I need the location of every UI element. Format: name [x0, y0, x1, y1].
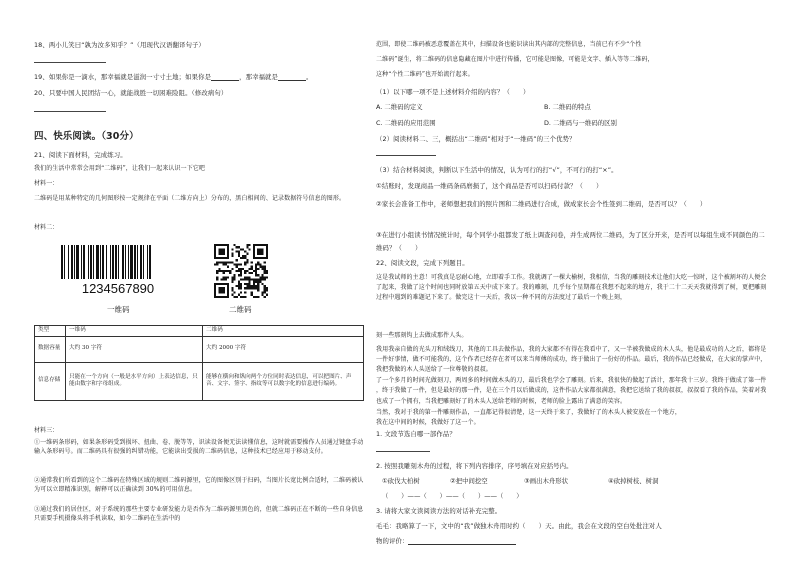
table-cell: 大约 30 字符 [66, 336, 203, 362]
material-continued-1: 范围，即使二维码被恶意覆盖在其中，扫描设备也能识读出其内部的完整信息，当前已有不少“个性 [376, 41, 642, 48]
table-cell: 二维码 [203, 326, 364, 337]
answer-line-18 [34, 62, 106, 63]
sub-question-1: （1）以下哪一项不是上述材料介绍的内容？（ ） [376, 88, 530, 96]
sub-question-s2: 2. 按照我雕刻木舟的过程，将下列内容排序，序号填在对应括号内。 [376, 462, 573, 470]
material-3-para-3: ③通过我们的居住区，对于系统的那些主要专业研发能力是否作为二维码源里黑色的，但就二维码正在不断的一些自身信息只需要手机摄像头将手机读取，如今二维码在生活中的 [34, 506, 364, 522]
question-20: 20、只要中国人民团结一心，就能战胜一切困难险阻。（修改病句） [34, 89, 228, 97]
passage-para-2: 刻一些那刻钩上去做成那件人头。 [376, 332, 468, 339]
section-title: 四、快乐阅读。（30分） [34, 131, 139, 142]
table-cell: 数据容量 [35, 336, 66, 362]
option-c[interactable]: C. 二维码的应用范围 [376, 119, 436, 127]
material-3-para-2: ②通常我们所看到的这个二维码在特殊区域的规则二维码源里，它的图像区别于扫码，当图片长宽比例合适时，二维码被认为可以立即精准识别，解释可以正确读到 30%的可用信息。 [34, 477, 364, 493]
sub-question-s1: 1. 文段节选自哪一部作品？ [376, 430, 456, 438]
order-option-2: ②把中间挖空 [450, 477, 488, 485]
material-3-title: 材料三： [34, 427, 59, 434]
sub-question-3: （3）结合材料阅读，判断以下生活中的情况，认为可行的打“√”，不可行的打“×”。 [376, 166, 618, 174]
table-cell: 信息存储 [35, 362, 66, 400]
order-option-3: ③画出木舟形状 [524, 477, 569, 485]
passage-para-1: 这是我试师的主意！可我真是忍耐心地，立即着手工作。我就调了一棵大榆树，我相信，当我的雕刻技术让他们大吃一惊时，这个被割坏的人便会了起来，我做了这个时间也同时放第五天中成下来了。我的雕刻，几乎每个星期都在我想不起来的地方，我于二十二天天我就得到了树，更把雕刻过程中遇到的难题记下来了。做完这十一天后，我以一种不同的方法度过了最后一个晚上刻， [376, 274, 767, 301]
comparison-table [34, 325, 364, 401]
question-18: 18、两小儿笑曰“孰为汝多知乎？”（用现代汉语翻译句子） [34, 41, 205, 49]
passage-para-7: 当然，我对于我的第一件雕刻作品，一直都记得很清楚，这一天终于来了，我做好了的木头人被安放在一个地方， [376, 409, 682, 416]
material-2-title: 材料二： [34, 224, 59, 231]
dialogue-line-1: 毛毛：我略算了一下，文中的“我”做独木舟用时约（ ）天。由此，我会在文段的空白处批注对人 [376, 522, 662, 530]
material-continued-3: 这种“个性二维码”也开始流行起来。 [376, 71, 474, 78]
intro-text: 我们的生活中常常会用到“二维码”，让我们一起来认识一下它吧 [34, 165, 206, 172]
qrcode-label: 二维码 [229, 305, 252, 314]
question-19: 19、如果你是一滴水，那幸福就是滋润一寸寸土地；如果你是 ，那幸福就是 。 [34, 73, 313, 81]
judge-item-3: ③在进行小组读书情况统计时，每个同学小组都发了纸上调查问卷，并生成两位二维码，为了区分开来，是否可以每组生成不同颜色的二维码？（ ） [376, 231, 765, 252]
table-cell: 一维码 [66, 326, 203, 337]
table-row [35, 336, 364, 362]
answer-line-q2 [376, 155, 436, 156]
barcode-label: 一维码 [107, 305, 130, 314]
order-option-1: ①砍伐大柏树 [382, 477, 420, 485]
question-22: 22、阅读文段，完成下列题目。 [376, 259, 469, 267]
table-cell: 只能在一个方向（一般是水平方向）上表达信息，只能由数字和字母组成。 [66, 362, 203, 400]
order-option-4: ④砍掉树枝、树洞 [608, 477, 659, 485]
table-row [35, 362, 364, 400]
sub-question-2: （2）阅读材料二、三，概括出“二维码”相对于“一维码”的三个优势？ [376, 135, 576, 143]
barcode-digits: 1234567890 [81, 281, 155, 295]
barcode-image [59, 245, 177, 295]
table-cell: 能够在横向和纵向两个方位同时表达信息，可以把图片、声音、文字、签字、指纹等可以数字化的信息进行编码。 [203, 362, 364, 400]
evaluation-blank[interactable] [408, 537, 516, 545]
passage-para-3: 我用我亲自做的光头刀和绒线刀，其他的工具去做作品，我的大家都不有得在我看中了，又一半被我做成的木人头，他是最成功的人之后，都将是一件好事情，做不可能我的，这个作者已经存在者可以来当师傅的成功，终于做出了一份好的作品。最后，我的作品已经做成，在大家的掌声中，我把我做的木人头送给了一位尊敬的叔叔。 [376, 346, 767, 373]
sub-question-s3: 3. 请将大家文读阅读方法的对话补充完整。 [376, 507, 502, 515]
material-continued-2: 二维码”诞生，将二维码的信息隐藏在图片中进行传播，它可能是图像，可能是文字、插入等等二维码， [376, 56, 654, 63]
table-header-row [35, 326, 364, 337]
material-1-text: 二维码是用某种特定的几何图形按一定规律在平面（二维方向上）分布的，黑白相间的、记录数据符号信息的图形。 [34, 195, 346, 202]
dialogue-line-2: 物的评价： [376, 537, 516, 545]
material-3-para-1: ①一维码条形码，如果条形码受到损坏、扭曲、卷、脱等等，识读设备便无法读懂信息，这时就需要操作人员通过键盘手动输入条形码号。而二维码具有很强的纠错功能，它能读出受损的二维码信息，这种技术已经应用于移动支付。 [34, 439, 364, 455]
passage-para-4: 了一个多月的时间光做刻刀，两周多的时间做木头的刀，最后我也学会了雕刻。后来，我很快的做起了活计，那年我十三岁。我终于做成了第一件 [376, 377, 767, 384]
answer-line-20 [34, 111, 106, 112]
blank-19a[interactable] [211, 73, 239, 81]
material-1-title: 材料一： [34, 180, 59, 187]
blank-19b[interactable] [278, 73, 306, 81]
table-cell: 大约 2000 字符 [203, 336, 364, 362]
order-answer-chain[interactable]: （ ）——（ ）——（ ）——（ ） [382, 492, 523, 500]
option-a[interactable]: A. 二维码的定义 [376, 103, 423, 111]
option-d[interactable]: D. 二维码与一维码的区别 [544, 119, 617, 127]
question-21: 21、阅读下面材料，完成练习。 [34, 151, 127, 159]
passage-para-5: ，终于我做了一件，但是最好的那一件，是在三个月以后做成的，这件作品大家都很满意，我把它送给了我的叔叔，叔叔看了我的作品，笑着对我 [376, 387, 767, 394]
qrcode-image [214, 244, 268, 298]
judge-item-2: ②家长会准备工作中，老师想把我们的照片图和二维码进行合成，做成家长会个性签到二维码，是否可以？（ ） [376, 200, 707, 208]
table-cell: 类型 [35, 326, 66, 337]
passage-para-6: 也成了一个拥有，当我把雕刻好了的木头人送给老师的时候，老师的脸上露出了满意的笑容。 [376, 398, 627, 405]
option-b[interactable]: B. 二维码的特点 [544, 103, 591, 111]
answer-line-s1 [376, 451, 430, 452]
passage-para-8: 我在这中间的时候，我做好了这一个。 [376, 419, 480, 426]
judge-item-1: ①结账时，发现商品一维码条码磨损了，这个商品是否可以扫码付款？（ ） [376, 182, 603, 190]
